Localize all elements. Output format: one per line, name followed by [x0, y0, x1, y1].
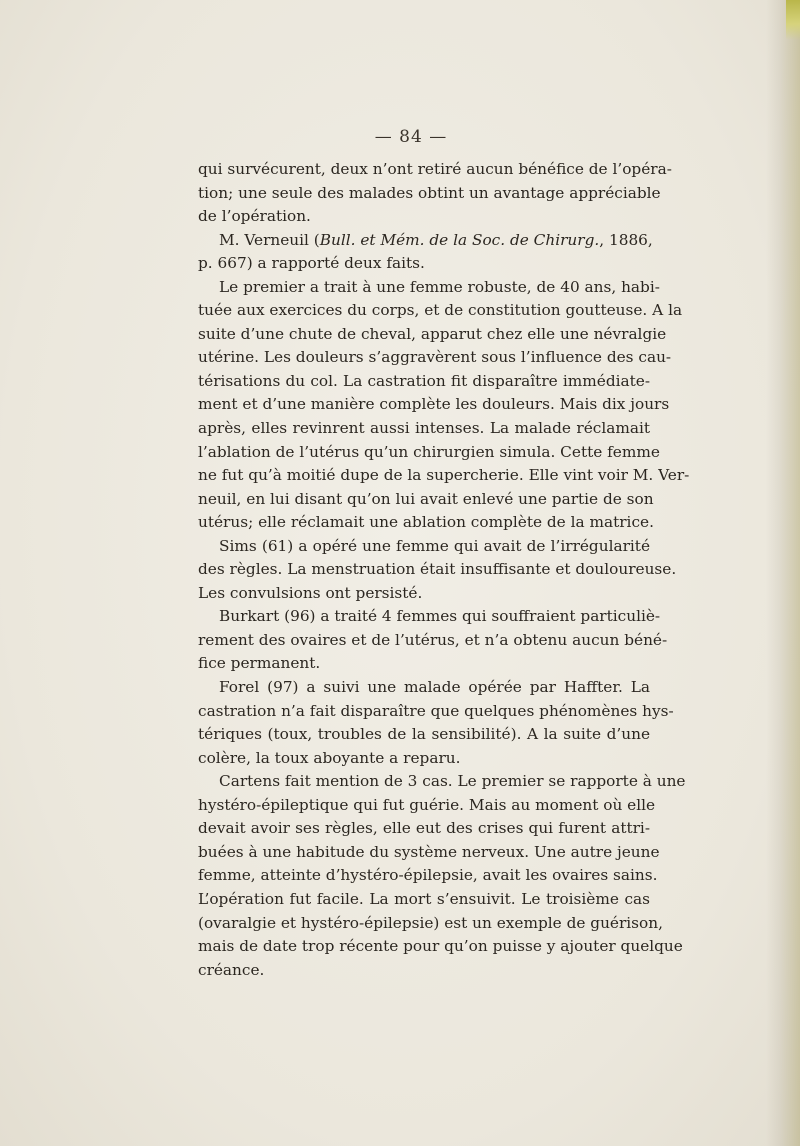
text-line: qui survécurent, deux n’ont retiré aucun bénéfice de l’opéra-: [198, 160, 672, 178]
text-line: ment et d’une manière complète les douleurs. Mais dix jours: [198, 395, 670, 414]
text-line: Sims (61) a opéré une femme qui avait de l’irrégularité: [219, 536, 650, 555]
text-line: fice permanent.: [198, 654, 321, 673]
text-line: neuil, en lui disant qu’on lui avait enlevé une partie de son: [198, 489, 654, 508]
text-line: Le premier a trait à une femme robuste, de 40 ans, habi-: [219, 277, 660, 296]
body-text: [198, 158, 690, 982]
text-line: tuée aux exercices du corps, et de constitution goutteuse. A la: [198, 301, 683, 320]
text-line: hystéro-épileptique qui fut guérie. Mais au moment où elle: [198, 795, 656, 814]
text-line: castration n’a fait disparaître que quelques phénomènes hys-: [198, 701, 674, 720]
text-line: créance.: [198, 960, 265, 979]
text-line: térisations du col. La castration fit disparaître immédiate-: [198, 371, 650, 390]
paragraph: [198, 676, 674, 770]
paragraph: [198, 535, 677, 606]
paragraph: [198, 276, 690, 535]
text-line: utérus; elle réclamait une ablation complète de la matrice.: [198, 513, 654, 532]
paragraph: [198, 229, 653, 276]
paragraph: [198, 605, 668, 676]
text-line: Cartens fait mention de 3 cas. Le premier se rapporte à une: [219, 772, 686, 791]
paragraph: [198, 770, 686, 982]
text-line: l’ablation de l’utérus qu’un chirurgien simula. Cette femme: [198, 442, 660, 461]
text-line: L’opération fut facile. La mort s’ensuivit. Le troisième cas: [198, 889, 650, 908]
page-edge-tab: [786, 0, 800, 40]
text-line: suite d’une chute de cheval, apparut chez elle une névralgie: [198, 324, 667, 343]
text-line: de l’opération.: [198, 207, 311, 226]
text-line: après, elles revinrent aussi intenses. La malade réclamait: [198, 419, 650, 438]
text-line: mais de date trop récente pour qu’on puisse y ajouter quelque: [198, 937, 683, 956]
text-line: Burkart (96) a traité 4 femmes qui souffraient particuliè-: [219, 607, 661, 626]
text-line: ne fut qu’à moitié dupe de la supercherie. Elle vint voir M. Ver-: [198, 466, 690, 485]
citation-title: Bull. et Mém. de la Soc. de Chirurg.: [319, 230, 600, 249]
text-line: des règles. La menstruation était insuffisante et douloureuse.: [198, 560, 677, 579]
text-line: p. 667) a rapporté deux faits.: [198, 254, 425, 273]
text-line: Forel (97) a suivi une malade opérée par Haffter. La: [219, 678, 650, 697]
text-line: tériques (toux, troubles de la sensibilité). A la suite d’une: [198, 725, 650, 744]
text-line: femme, atteinte d’hystéro-épilepsie, avait les ovaires sains.: [198, 866, 658, 885]
text-line: utérine. Les douleurs s’aggravèrent sous l’influence des cau-: [198, 348, 672, 367]
text-line: devait avoir ses règles, elle eut des crises qui furent attri-: [198, 819, 650, 838]
text-line: colère, la toux aboyante a reparu.: [198, 748, 461, 767]
text-line: tion; une seule des malades obtint un avantage appréciable: [198, 183, 661, 202]
page-edge-shadow: [766, 0, 800, 1146]
page-number: — 84 —: [374, 127, 448, 147]
paragraph: [198, 158, 672, 229]
text-line: buées à une habitude du système nerveux. Une autre jeune: [198, 842, 660, 861]
text-line: (ovaralgie et hystéro-épilepsie) est un exemple de guérison,: [198, 913, 663, 932]
text-line: Les convulsions ont persisté.: [198, 583, 423, 602]
text-line: M. Verneuil (Bull. et Mém. de la Soc. de Chirurg., 1886,: [219, 230, 653, 249]
text-line: rement des ovaires et de l’utérus, et n’a obtenu aucun béné-: [198, 630, 668, 649]
